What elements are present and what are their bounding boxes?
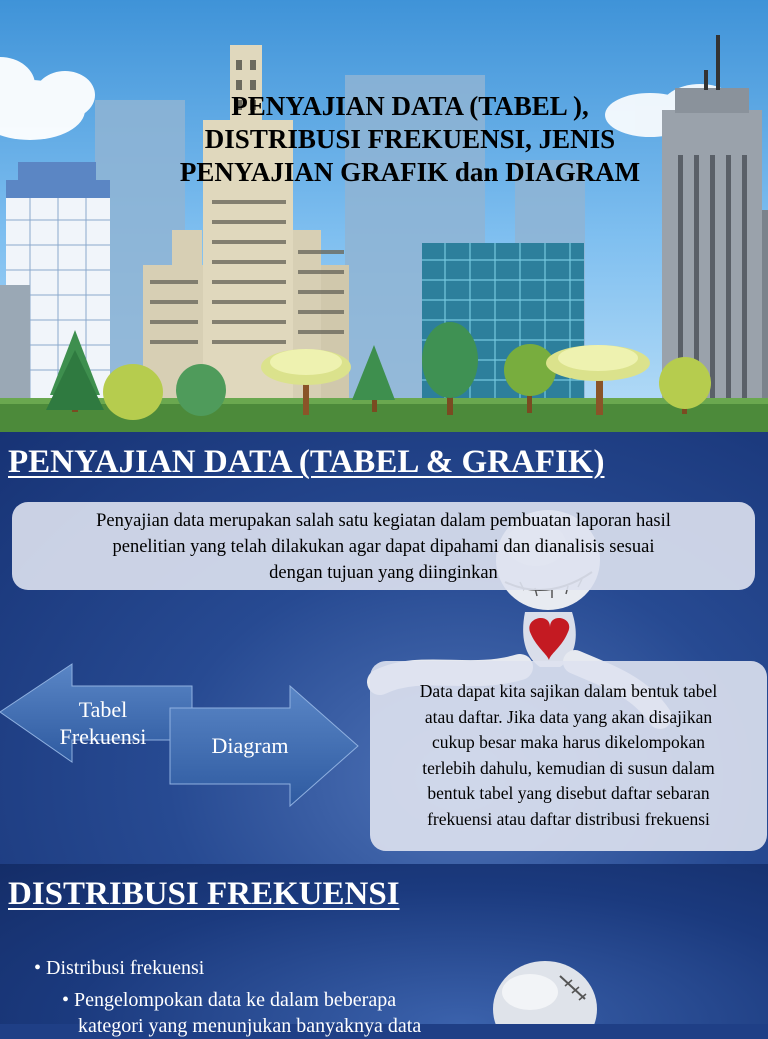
arrow-left-label <box>40 696 166 750</box>
section-heading-2: DISTRIBUSI FREKUENSI <box>8 876 400 912</box>
main-title <box>150 90 670 189</box>
main-title-line: PENYAJIAN DATA (TABEL ), <box>231 91 589 121</box>
detail-line: terlebih dahulu, kemudian di susun dalam <box>422 757 715 778</box>
main-title-line: DISTRIBUSI FREKUENSI, JENIS <box>204 124 616 154</box>
detail-line: bentuk tabel yang disebut daftar sebaran <box>427 783 710 803</box>
intro-line: penelitian yang telah dilakukan agar dapat dipahami dan dianalisis sesuai <box>112 537 655 557</box>
section-heading: PENYAJIAN DATA (TABEL & GRAFIK) <box>8 444 605 480</box>
bullet-list <box>34 955 474 1039</box>
sub-bullet-item <box>34 987 474 1039</box>
detail-line: cukup besar maka harus dikelompokan <box>431 732 706 752</box>
detail-line: frekuensi atau daftar distribusi frekuensi <box>427 808 710 829</box>
main-title-line: PENYAJIAN GRAFIK dan DIAGRAM <box>179 157 641 187</box>
sub-bullet-line: kategori yang menunjukan banyaknya data <box>78 1015 422 1037</box>
arrow-right-label: Diagram <box>211 733 289 758</box>
cloud-left <box>0 57 95 140</box>
intro-line: dengan tujuan yang diinginkan <box>269 563 498 583</box>
arrow-left-line: Frekuensi <box>59 724 147 749</box>
intro-line: Penyajian data merupakan salah satu kegiatan dalam pembuatan laporan hasil <box>96 511 671 531</box>
detail-line: atau daftar. Jika data yang akan disajikan <box>424 706 713 727</box>
title-slide <box>0 0 768 432</box>
intro-text-box <box>12 502 755 590</box>
arrow-left-line: Tabel <box>78 697 128 722</box>
detail-line: Data dapat kita sajikan dalam bentuk tabel <box>419 681 718 701</box>
sub-bullet-line: • Pengelompokan data ke dalam beberapa <box>62 989 397 1011</box>
building-grey <box>662 35 768 405</box>
detail-text-box <box>370 661 767 851</box>
city-skyline-illustration <box>0 0 768 432</box>
presentation-slide-2 <box>0 432 768 864</box>
bullet-item: • Distribusi frekuensi <box>34 957 205 979</box>
